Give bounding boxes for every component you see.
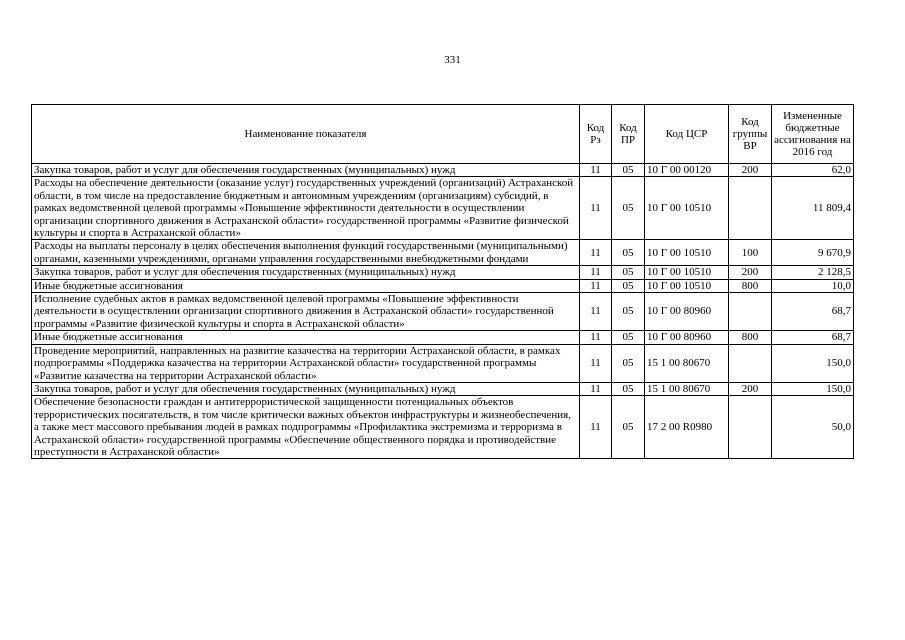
table-row xyxy=(32,164,854,177)
table-header-row xyxy=(32,105,854,164)
cell-sum: 10,0 xyxy=(772,279,854,292)
cell-name: Расходы на выплаты персоналу в целях обеспечения выполнения функций государственными (муниципальными) органами, казенными учреждениями, органами управления государственными внебюджетными фондами xyxy=(32,240,580,266)
cell-name: Закупка товаров, работ и услуг для обеспечения государственных (муниципальных) нужд xyxy=(32,266,580,279)
header-name: Наименование показателя xyxy=(32,105,580,164)
header-rz: Код Рз xyxy=(580,105,612,164)
table-row xyxy=(32,293,854,331)
cell-csr: 10 Г 00 80960 xyxy=(645,293,729,331)
header-sum: Измененные бюджетные ассигнования на 2016 год xyxy=(772,105,854,164)
cell-pr: 05 xyxy=(612,396,645,459)
cell-pr: 05 xyxy=(612,382,645,395)
table-row xyxy=(32,344,854,382)
cell-vr: 100 xyxy=(729,240,772,266)
cell-csr: 10 Г 00 10510 xyxy=(645,177,729,240)
cell-rz: 11 xyxy=(580,164,612,177)
cell-vr: 200 xyxy=(729,266,772,279)
cell-name: Обеспечение безопасности граждан и антитеррористической защищенности потенциальных объектов террористических посягательств, в том числе критически важных объектов инфраструктуры и жизнеобеспечения, а также мест массового пребывания людей в рамках подпрограммы «Профилактика экстремизма и терроризма в Астраханской области» государственной программы «Обеспечение общественного порядка и противодействие преступности в Астраханской области» xyxy=(32,396,580,459)
cell-pr: 05 xyxy=(612,266,645,279)
budget-table xyxy=(31,104,854,459)
cell-sum: 50,0 xyxy=(772,396,854,459)
cell-rz: 11 xyxy=(580,266,612,279)
cell-csr: 15 1 00 80670 xyxy=(645,382,729,395)
cell-vr xyxy=(729,177,772,240)
cell-csr: 10 Г 00 10510 xyxy=(645,240,729,266)
cell-sum: 9 670,9 xyxy=(772,240,854,266)
cell-pr: 05 xyxy=(612,164,645,177)
cell-vr: 800 xyxy=(729,331,772,344)
cell-name: Закупка товаров, работ и услуг для обеспечения государственных (муниципальных) нужд xyxy=(32,382,580,395)
table-row xyxy=(32,382,854,395)
cell-csr: 17 2 00 R0980 xyxy=(645,396,729,459)
cell-name: Проведение мероприятий, направленных на развитие казачества на территории Астраханской области, в рамках подпрограммы «Поддержка казачества на территории Астраханской области» государственной программы «Развитие казачества на территории Астраханской области» xyxy=(32,344,580,382)
cell-sum: 150,0 xyxy=(772,344,854,382)
cell-vr xyxy=(729,396,772,459)
cell-sum: 150,0 xyxy=(772,382,854,395)
cell-name: Иные бюджетные ассигнования xyxy=(32,279,580,292)
header-csr: Код ЦСР xyxy=(645,105,729,164)
table-row xyxy=(32,266,854,279)
header-vr: Код группы ВР xyxy=(729,105,772,164)
cell-sum: 68,7 xyxy=(772,331,854,344)
cell-rz: 11 xyxy=(580,177,612,240)
table-row xyxy=(32,279,854,292)
cell-rz: 11 xyxy=(580,382,612,395)
cell-rz: 11 xyxy=(580,344,612,382)
cell-rz: 11 xyxy=(580,279,612,292)
table-row xyxy=(32,331,854,344)
page-number: 331 xyxy=(444,54,461,66)
header-pr: Код ПР xyxy=(612,105,645,164)
cell-pr: 05 xyxy=(612,331,645,344)
cell-sum: 68,7 xyxy=(772,293,854,331)
cell-csr: 15 1 00 80670 xyxy=(645,344,729,382)
cell-name: Расходы на обеспечение деятельности (оказание услуг) государственных учреждений (организаций) Астраханской области, в том числе на предоставление бюджетным и автономным учреждениям (организациям) субсидий, в рамках ведомственной целевой программы «Повышение эффективности деятельности в осуществлении организации спортивного движения в Астраханской области» государственной программы «Развитие физической культуры и спорта в Астраханской области» xyxy=(32,177,580,240)
cell-sum: 62,0 xyxy=(772,164,854,177)
cell-vr xyxy=(729,293,772,331)
cell-rz: 11 xyxy=(580,331,612,344)
table-row xyxy=(32,240,854,266)
cell-pr: 05 xyxy=(612,279,645,292)
cell-csr: 10 Г 00 10510 xyxy=(645,266,729,279)
cell-vr: 200 xyxy=(729,164,772,177)
cell-name: Исполнение судебных актов в рамках ведомственной целевой программы «Повышение эффективности деятельности в осуществлении организации спортивного движения в Астраханской области» государственной программы «Развитие физической культуры и спорта в Астраханской области» xyxy=(32,293,580,331)
cell-name: Иные бюджетные ассигнования xyxy=(32,331,580,344)
cell-csr: 10 Г 00 80960 xyxy=(645,331,729,344)
cell-vr xyxy=(729,344,772,382)
cell-rz: 11 xyxy=(580,293,612,331)
cell-vr: 800 xyxy=(729,279,772,292)
cell-sum: 2 128,5 xyxy=(772,266,854,279)
cell-rz: 11 xyxy=(580,396,612,459)
cell-sum: 11 809,4 xyxy=(772,177,854,240)
cell-vr: 200 xyxy=(729,382,772,395)
cell-pr: 05 xyxy=(612,177,645,240)
cell-pr: 05 xyxy=(612,344,645,382)
cell-csr: 10 Г 00 00120 xyxy=(645,164,729,177)
table-row xyxy=(32,396,854,459)
cell-pr: 05 xyxy=(612,240,645,266)
cell-name: Закупка товаров, работ и услуг для обеспечения государственных (муниципальных) нужд xyxy=(32,164,580,177)
table-row xyxy=(32,177,854,240)
cell-csr: 10 Г 00 10510 xyxy=(645,279,729,292)
cell-rz: 11 xyxy=(580,240,612,266)
cell-pr: 05 xyxy=(612,293,645,331)
